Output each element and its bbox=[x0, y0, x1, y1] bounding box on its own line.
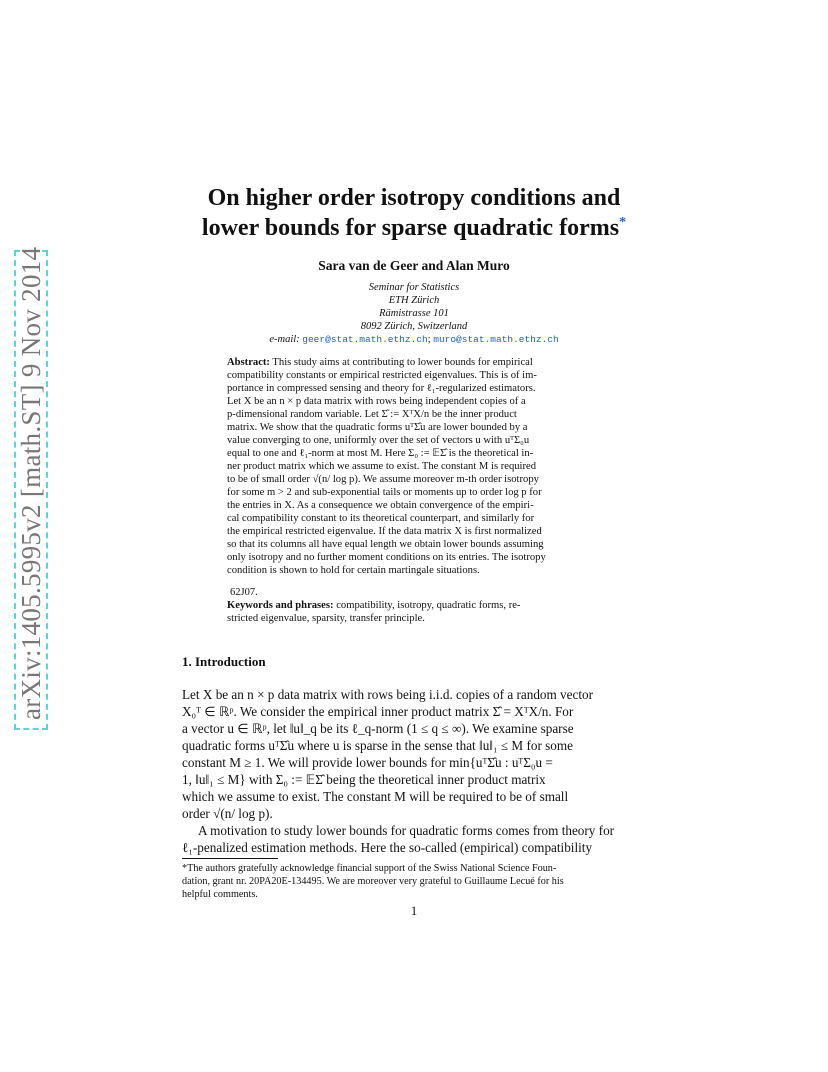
body-line: constant M ≥ 1. We will provide lower bounds for min{uᵀΣ̂u : uᵀΣ₀u = bbox=[182, 755, 553, 770]
keywords-text: compatibility, isotropy, quadratic forms, re- bbox=[336, 600, 521, 611]
introduction-body bbox=[182, 686, 646, 856]
paper-title bbox=[182, 183, 646, 243]
body-line: Let X be an n × p data matrix with rows being i.i.d. copies of a random vector bbox=[182, 687, 594, 702]
abstract-line: portance in compressed sensing and theory for ℓ₁-regularized estimators. bbox=[227, 383, 536, 394]
body-line: ℓ₁-penalized estimation methods. Here the so-called (empirical) compatibility bbox=[182, 840, 593, 855]
abstract-line: only isotropy and no further moment conditions on its entries. The isotropy bbox=[227, 552, 546, 563]
affiliation-line-2: ETH Zürich bbox=[388, 295, 440, 306]
footnote bbox=[182, 862, 646, 901]
title-line-2-text: lower bounds for sparse quadratic forms bbox=[201, 215, 620, 241]
abstract-line: p-dimensional random variable. Let Σ̂ := XᵀX/n be the inner product bbox=[227, 409, 517, 420]
abstract-line: the empirical restricted eigenvalue. If the data matrix X is first normalized bbox=[227, 526, 542, 537]
affiliation bbox=[182, 281, 646, 346]
body-line: a vector u ∈ ℝᵖ, let ‖u‖_q be its ℓ_q-norm (1 ≤ q ≤ ∞). We examine sparse bbox=[182, 721, 574, 736]
keywords-line-1 bbox=[227, 599, 601, 612]
page-number: 1 bbox=[410, 903, 418, 918]
keywords-line-2: stricted eigenvalue, sparsity, transfer principle. bbox=[227, 613, 425, 624]
abstract-text: This study aims at contributing to lower bounds for empirical bbox=[272, 357, 533, 368]
abstract-line: value converging to one, uniformly over the set of vectors u with uᵀΣ₀u bbox=[227, 435, 530, 446]
email-label: e-mail: bbox=[269, 334, 300, 345]
abstract-line: to be of small order √(n/ log p). We assume moreover m-th order isotropy bbox=[227, 474, 539, 485]
email-link-2[interactable]: muro@stat.math.ethz.ch bbox=[433, 334, 559, 345]
abstract-line: compatibility constants or empirical restricted eigenvalues. This is of im- bbox=[227, 370, 537, 381]
footnote-rule bbox=[182, 858, 278, 859]
affiliation-line-1: Seminar for Statistics bbox=[368, 282, 460, 293]
body-line: order √(n/ log p). bbox=[182, 806, 273, 821]
section-heading: 1. Introduction bbox=[182, 654, 266, 669]
affiliation-line-3: Rämistrasse 101 bbox=[379, 308, 449, 319]
title-line-2 bbox=[182, 213, 646, 243]
keywords-label: Keywords and phrases: bbox=[227, 600, 334, 611]
abstract-line: matrix. We show that the quadratic forms uᵀΣ̂u are lower bounded by a bbox=[227, 422, 528, 433]
affiliation-line-4: 8092 Zürich, Switzerland bbox=[360, 321, 468, 332]
email-link-1[interactable]: geer@stat.math.ethz.ch bbox=[302, 334, 428, 345]
body-line: quadratic forms uᵀΣ̂u where u is sparse in the sense that ‖u‖₁ ≤ M for some bbox=[182, 738, 573, 753]
footnote-line: helpful comments. bbox=[182, 889, 258, 900]
body-line: X₀ᵀ ∈ ℝᵖ. We consider the empirical inner product matrix Σ̂ = XᵀX/n. For bbox=[182, 704, 574, 719]
footnote-line: dation, grant nr. 20PA20E-134495. We are moreover very grateful to Guillaume Lecué for his bbox=[182, 876, 564, 887]
abstract-line: equal to one and ℓ₁-norm at most M. Here Σ₀ := 𝔼Σ̂ is the theoretical in- bbox=[227, 448, 534, 459]
abstract-line: Let X be an n × p data matrix with rows being independent copies of a bbox=[227, 396, 526, 407]
abstract-line: condition is shown to hold for certain martingale situations. bbox=[227, 565, 480, 576]
abstract-line: for some m > 2 and sub-exponential tails or moments up to order log p for bbox=[227, 487, 542, 498]
email-line bbox=[182, 333, 646, 346]
authors: Sara van de Geer and Alan Muro bbox=[318, 258, 510, 273]
body-line: which we assume to exist. The constant M will be required to be of small bbox=[182, 789, 569, 804]
email-separator: ; bbox=[427, 334, 431, 345]
msc-classification: 62J07. bbox=[230, 587, 258, 598]
abstract-line: cal compatibility constant to its theoretical counterpart, and similarly for bbox=[227, 513, 535, 524]
body-line: 1, ‖u‖₁ ≤ M} with Σ₀ := 𝔼Σ̂ being the theoretical inner product matrix bbox=[182, 772, 546, 787]
abstract-line: so that its columns all have equal length we obtain lower bounds assuming bbox=[227, 539, 544, 550]
footnote-line: *The authors gratefully acknowledge financial support of the Swiss National Science Foun- bbox=[182, 863, 557, 874]
arxiv-identifier[interactable]: arXiv:1405.5995v2 [math.ST] 9 Nov 2014 bbox=[16, 246, 46, 720]
abstract-line: the entries in X. As a consequence we obtain convergence of the empiri- bbox=[227, 500, 534, 511]
abstract-line bbox=[227, 356, 601, 369]
abstract-label: Abstract: bbox=[227, 357, 270, 368]
keywords bbox=[227, 599, 601, 625]
title-line-1: On higher order isotropy conditions and bbox=[207, 185, 621, 211]
body-line: A motivation to study lower bounds for quadratic forms comes from theory for bbox=[198, 823, 615, 838]
abstract bbox=[227, 356, 601, 577]
abstract-line: ner product matrix which we assume to exist. The constant M is required bbox=[227, 461, 537, 472]
title-footnote-link[interactable]: * bbox=[619, 215, 627, 230]
